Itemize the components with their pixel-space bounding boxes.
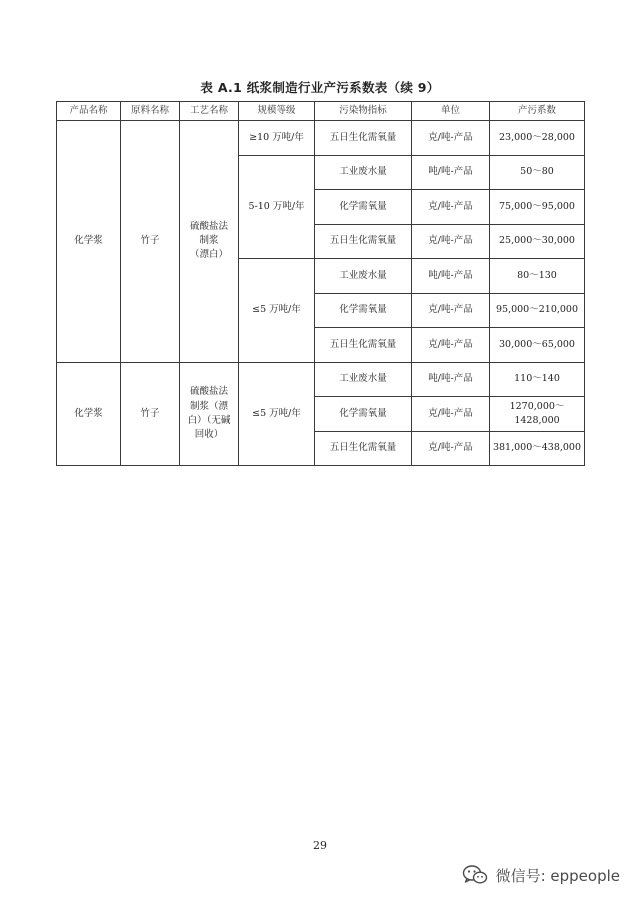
scale-cell: ≤5 万吨/年 [239,362,315,466]
header-process: 工艺名称 [180,102,239,121]
indicator-cell: 五日生化需氧量 [315,431,412,466]
header-unit: 单位 [412,102,490,121]
coefficient-cell: 30,000～65,000 [490,328,585,363]
header-coefficient: 产污系数 [490,102,585,121]
unit-cell: 克/吨-产品 [412,431,490,466]
watermark-text: 微信号: eppeople [495,866,620,885]
pollution-coefficient-table [56,101,585,466]
indicator-cell: 工业废水量 [315,155,412,190]
scale-cell: ≤5 万吨/年 [239,259,315,363]
header-indicator: 污染物指标 [315,102,412,121]
coefficient-cell: 80～130 [490,259,585,294]
material-cell: 竹子 [121,121,180,363]
header-scale: 规模等级 [239,102,315,121]
unit-cell: 克/吨-产品 [412,224,490,259]
coefficient-cell: 23,000～28,000 [490,121,585,156]
indicator-cell: 化学需氧量 [315,293,412,328]
indicator-cell: 五日生化需氧量 [315,328,412,363]
unit-cell: 吨/吨-产品 [412,155,490,190]
indicator-cell: 工业废水量 [315,259,412,294]
table-row [57,362,585,397]
header-row [57,102,585,121]
process-cell: 硫酸盐法 制浆 （漂白） [180,121,239,363]
wechat-icon [462,864,488,886]
unit-cell: 克/吨-产品 [412,397,490,432]
unit-cell: 吨/吨-产品 [412,362,490,397]
coefficient-cell: 95,000～210,000 [490,293,585,328]
header-product: 产品名称 [57,102,121,121]
indicator-cell: 五日生化需氧量 [315,224,412,259]
coefficient-cell: 75,000～95,000 [490,190,585,225]
unit-cell: 克/吨-产品 [412,293,490,328]
indicator-cell: 化学需氧量 [315,190,412,225]
indicator-cell: 五日生化需氧量 [315,121,412,156]
table-title: 表 A.1 纸浆制造行业产污系数表（续 9） [200,80,440,95]
table-row [57,121,585,156]
material-cell: 竹子 [121,362,180,466]
unit-cell: 克/吨-产品 [412,121,490,156]
coefficient-cell: 381,000～438,000 [490,431,585,466]
page-number: 29 [313,839,327,852]
coefficient-cell: 50～80 [490,155,585,190]
header-material: 原料名称 [121,102,180,121]
coefficient-cell: 110～140 [490,362,585,397]
scale-cell: 5-10 万吨/年 [239,155,315,259]
process-cell: 硫酸盐法 制浆（漂 白）（无碱 回收） [180,362,239,466]
watermark [462,864,620,886]
coefficient-cell: 1270,000～1428,000 [490,397,585,432]
indicator-cell: 工业废水量 [315,362,412,397]
product-cell: 化学浆 [57,362,121,466]
unit-cell: 克/吨-产品 [412,190,490,225]
unit-cell: 克/吨-产品 [412,328,490,363]
indicator-cell: 化学需氧量 [315,397,412,432]
coefficient-cell: 25,000～30,000 [490,224,585,259]
unit-cell: 吨/吨-产品 [412,259,490,294]
product-cell: 化学浆 [57,121,121,363]
scale-cell: ≥10 万吨/年 [239,121,315,156]
